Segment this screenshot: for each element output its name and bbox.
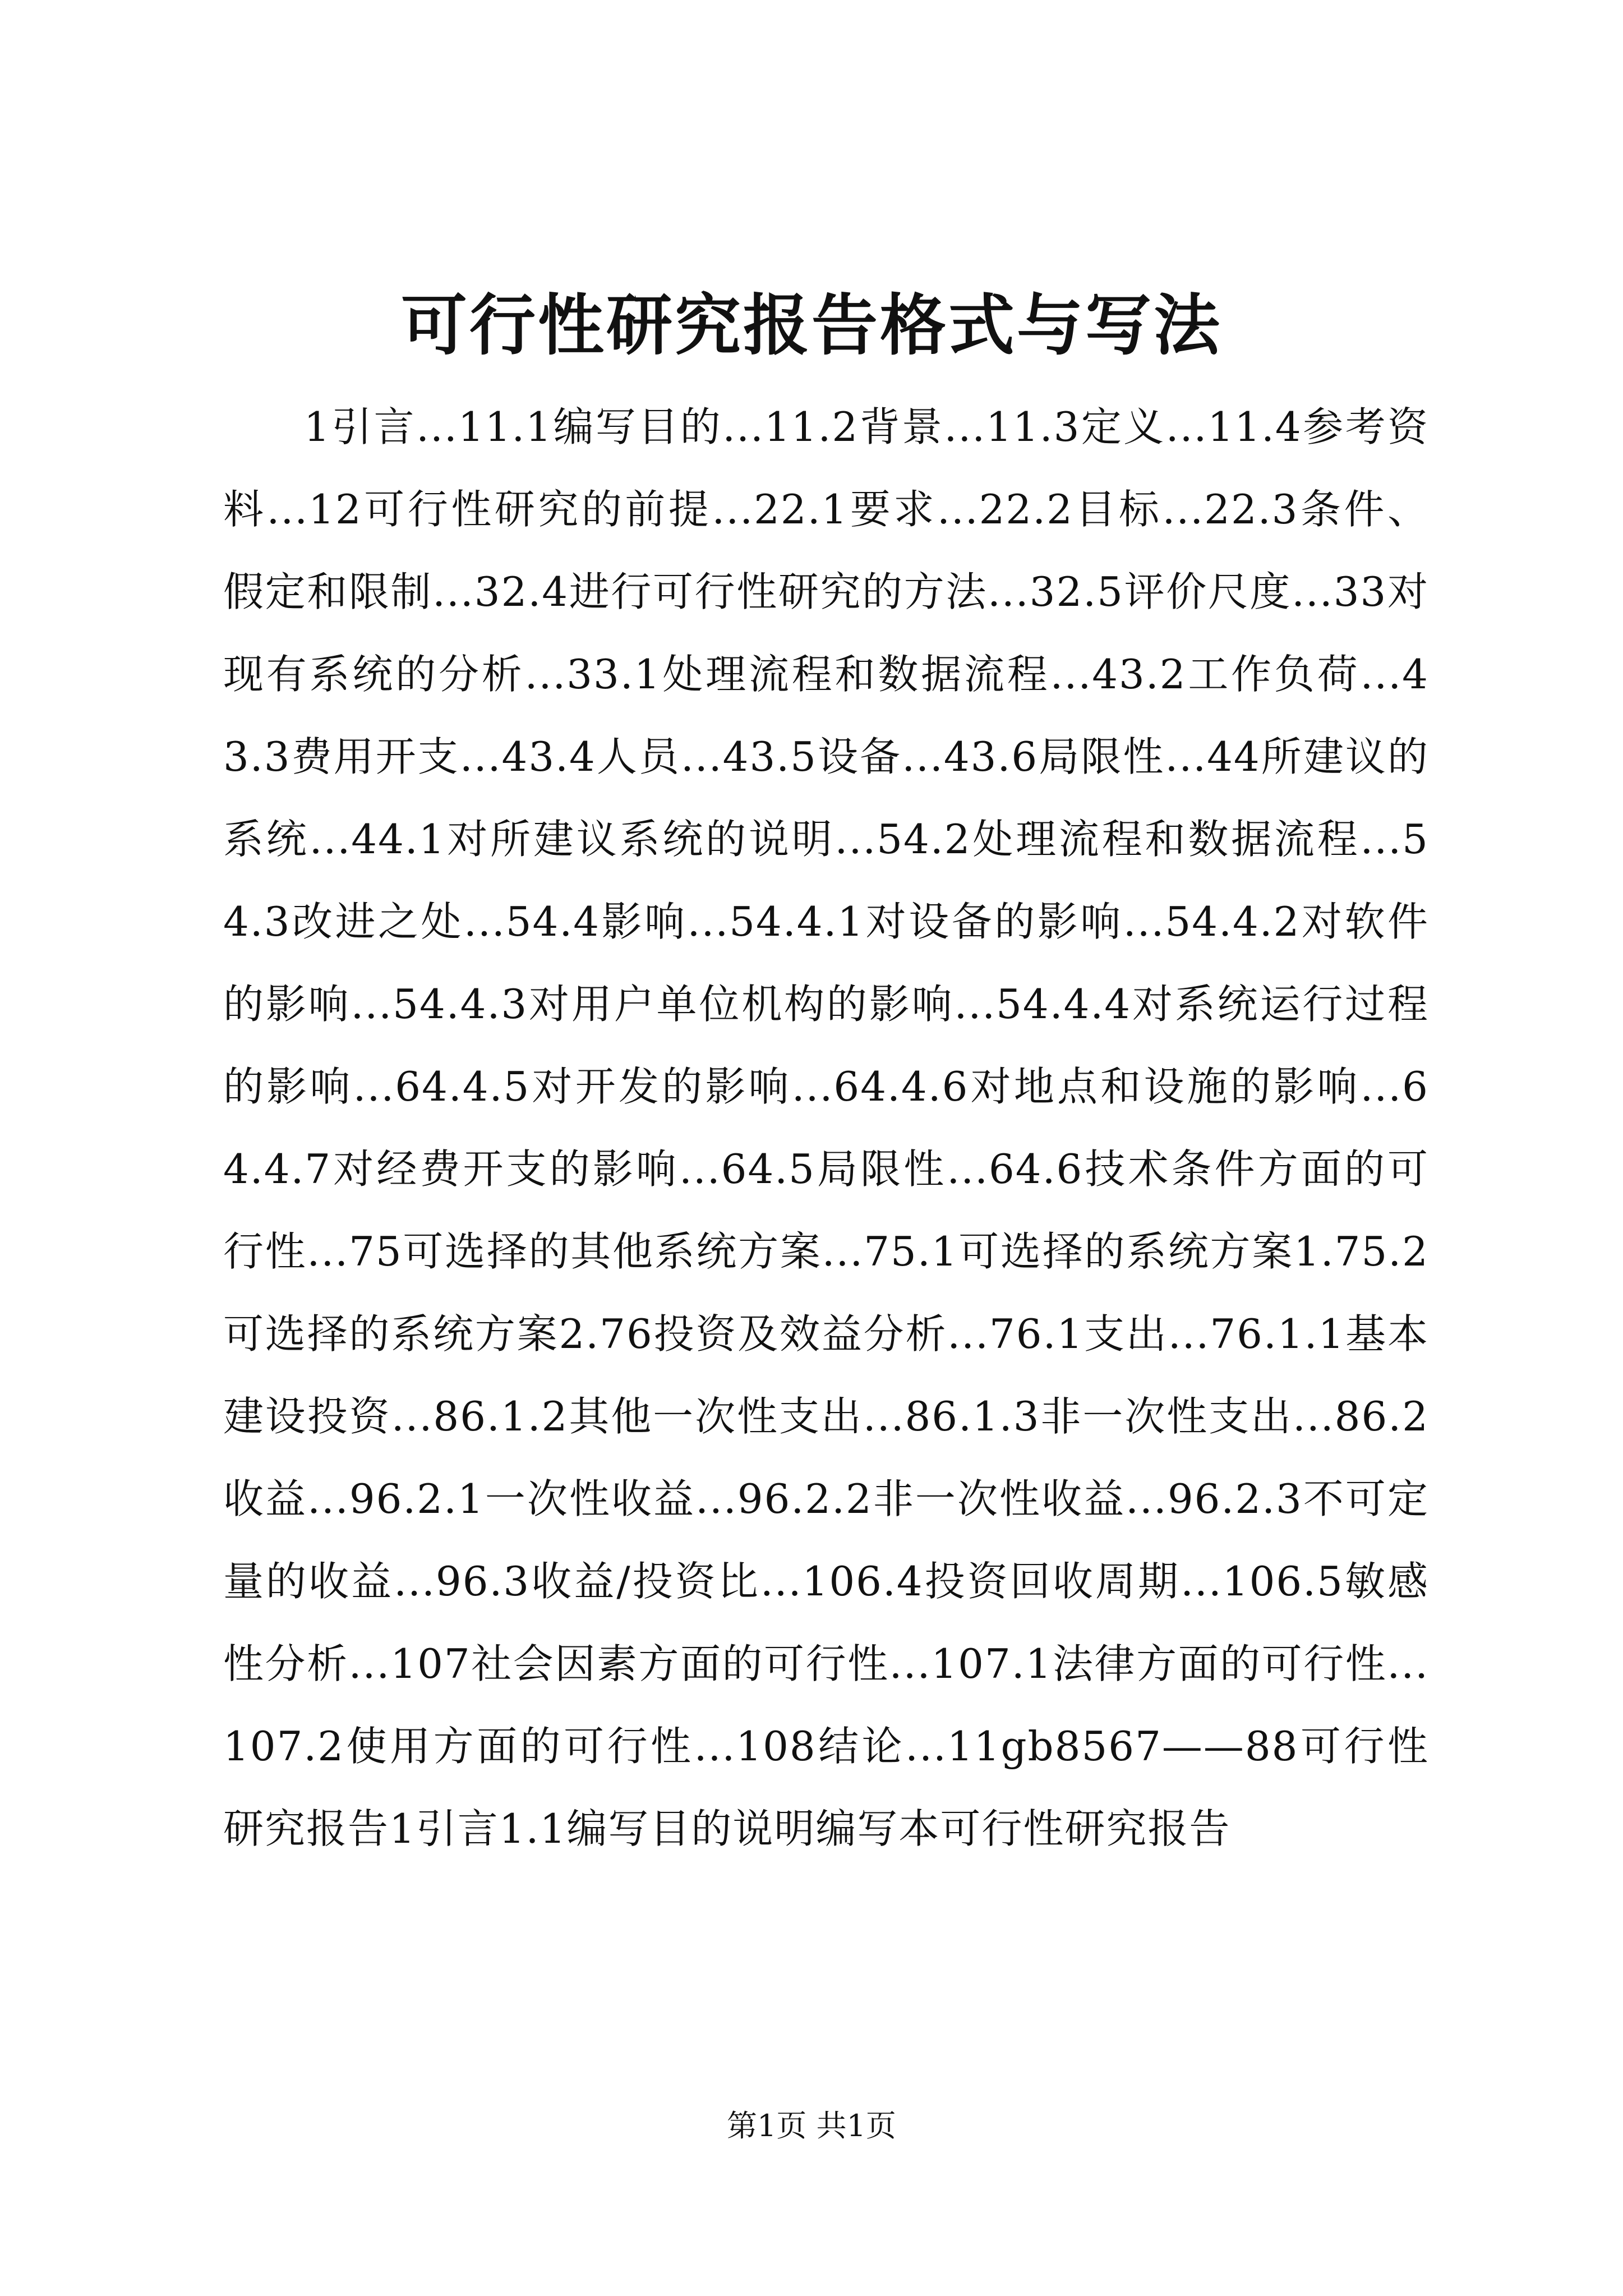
page-number-footer: 第1页 共1页: [727, 2108, 896, 2143]
document-body-text: 1引言...11.1编写目的...11.2背景...11.3定义...11.4参考资料...12可行性研究的前提...22.1要求...22.2目标...22.3条件、假定和限制...32.4进行可行性研究的方法...32.5评价尺度...33对现有系统的分析...33.1处理流程和数据流程...43.2工作负荷...43.3费用开支...43.4人员...43.5设备...43.6局限性...44所建议的系统...44.1对所建议系统的说明...54.2处理流程和数据流程...54.3改进之处...54.4影响...54.4.1对设备的影响...54.4.2对软件的影响...54.4.3对用户单位机构的影响...54.4.4对系统运行过程的影响...64.4.5对开发的影响...64.4.6对地点和设施的影响...64.4.7对经费开支的影响...64.5局限性...64.6技术条件方面的可行性...75可选择的其他系统方案...75.1可选择的系统方案1.75.2可选择的系统方案2.76投资及效益分析...76.1支出...76.1.1基本建设投资...86.1.2其他一次性支出...86.1.3非一次性支出...86.2收益...96.2.1一次性收益...96.2.2非一次性收益...96.2.3不可定量的收益...96.3收益/投资比...106.4投资回收周期...106.5敏感性分析...107社会因素方面的可行性...107.1法律方面的可行性...107.2使用方面的可行性...108结论...11gb8567——88可行性研究报告1引言1.1编写目的说明编写本可行性研究报告: [223, 403, 1429, 1852]
document-title: 可行性研究报告格式与写法: [400, 286, 1222, 364]
